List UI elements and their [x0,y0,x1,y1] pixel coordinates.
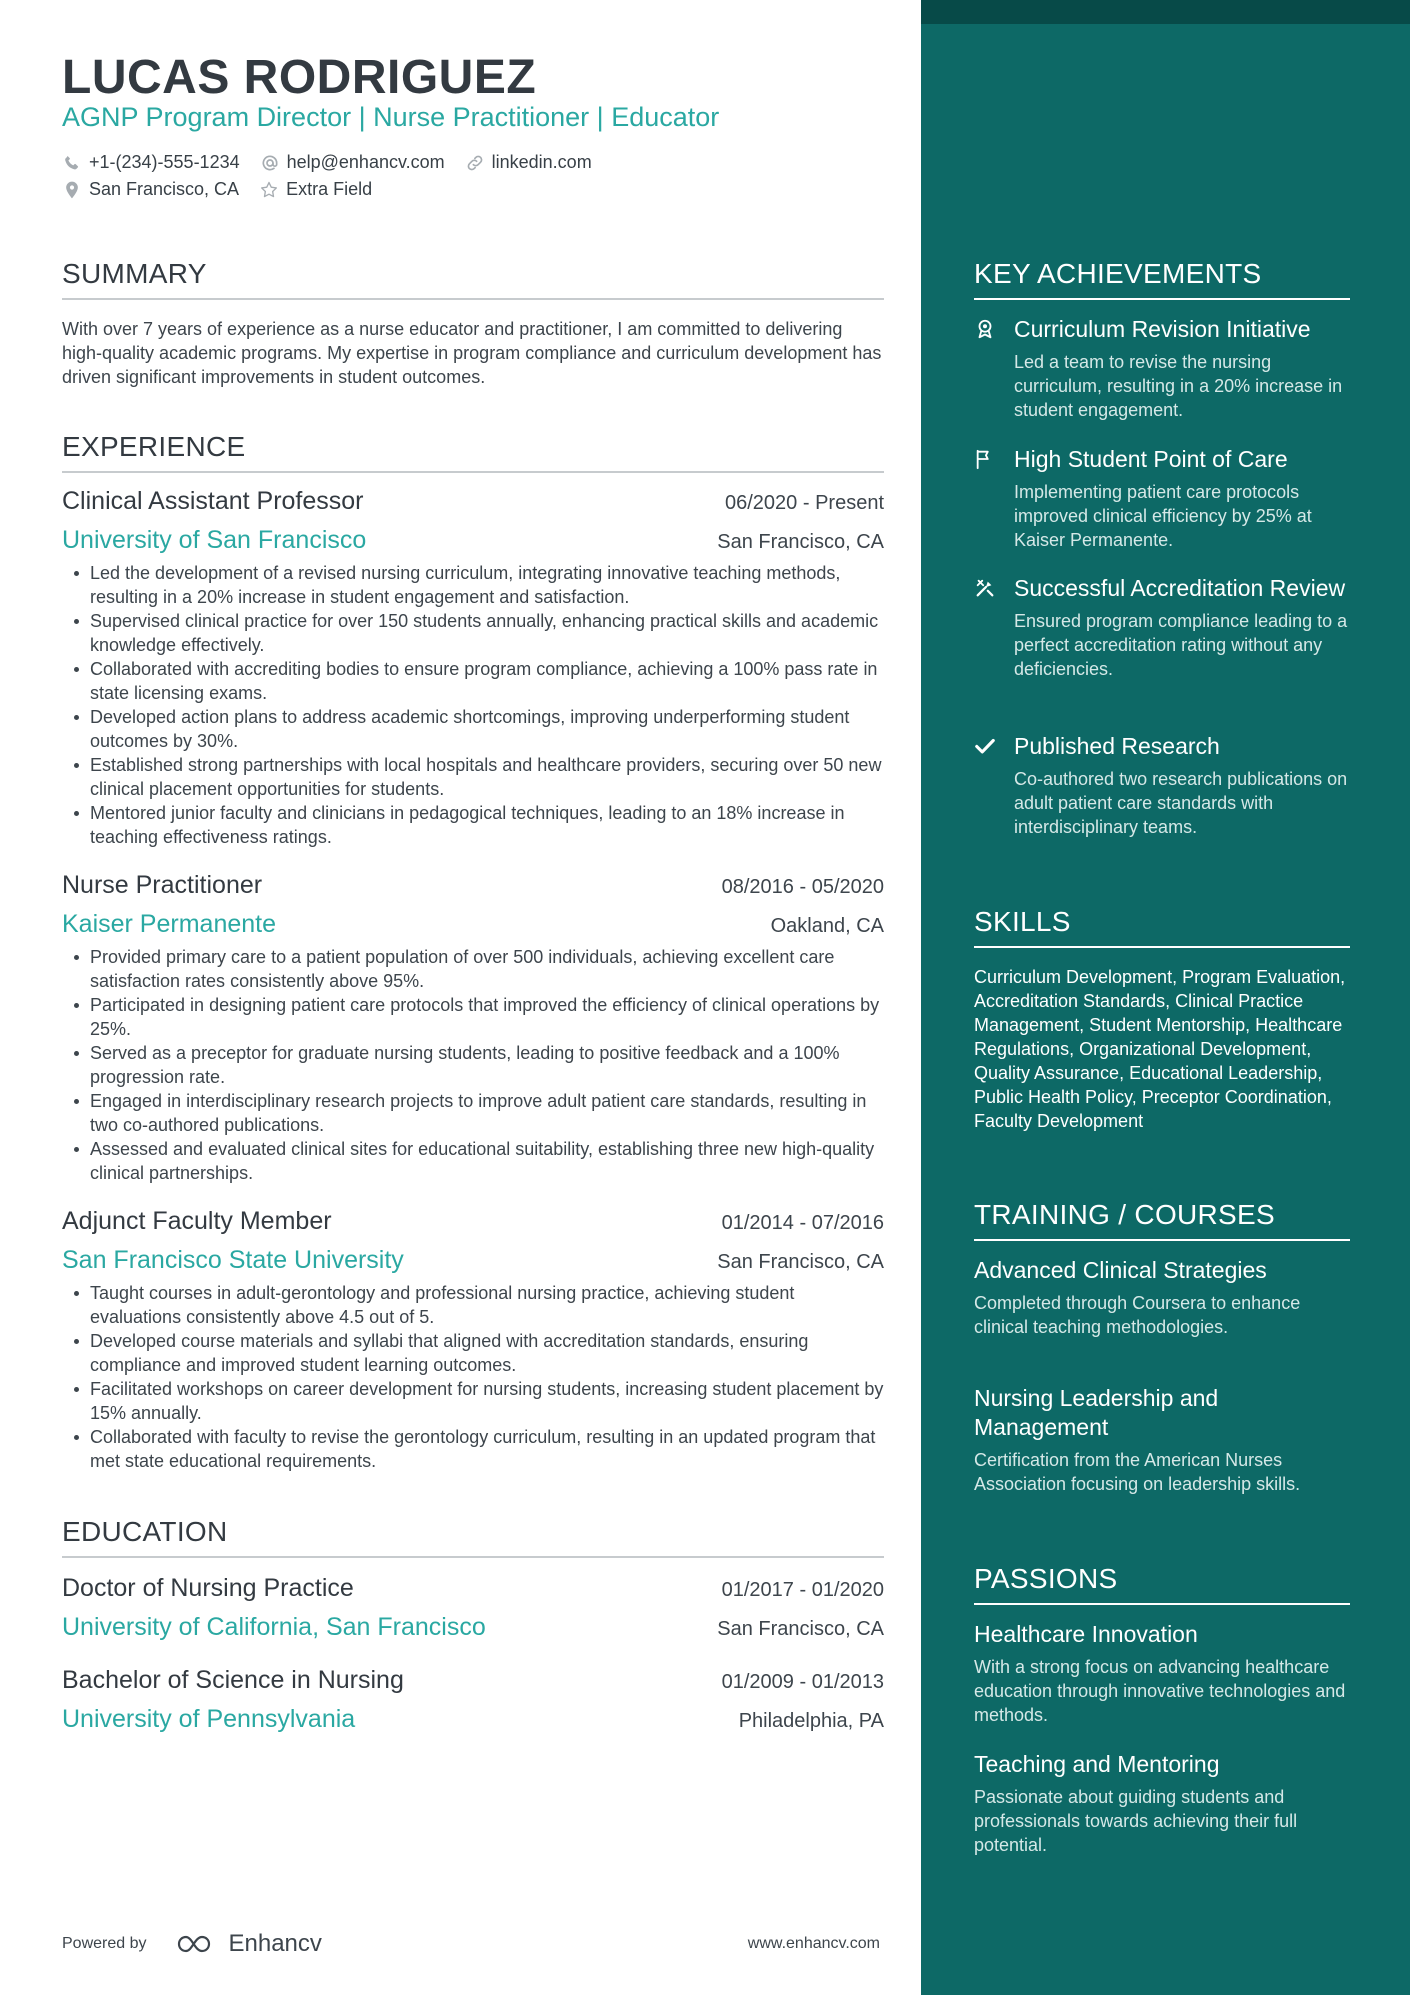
phone-icon [62,153,82,173]
job-bullet: Collaborated with accrediting bodies to ensure program compliance, achieving a 100% pass rate in state licensing exams. [62,657,884,705]
contact-location [62,179,239,200]
degree-title: Bachelor of Science in Nursing [62,1666,404,1694]
job-bullets [62,561,884,849]
achievement-item [974,445,1350,552]
extra-text: Extra Field [286,179,373,199]
achievement-desc: Implementing patient care protocols improved clinical efficiency by 25% at Kaiser Permanente. [1014,482,1312,550]
course-desc: Certification from the American Nurses Association focusing on leadership skills. [974,1450,1301,1494]
job-bullet: Served as a preceptor for graduate nursing students, leading to positive feedback and a 100% progression rate. [62,1041,884,1089]
passion-desc: Passionate about guiding students and professionals towards achieving their full potential. [974,1787,1298,1855]
job-bullets [62,945,884,1185]
job-bullet: Supervised clinical practice for over 150 students annually, enhancing practical skills and academic knowledge effectively. [62,609,884,657]
course-desc: Completed through Coursera to enhance clinical teaching methodologies. [974,1293,1301,1337]
contact-extra [259,179,372,200]
contact-email[interactable] [260,152,445,173]
sidebar-top-band [921,0,1410,24]
star-icon [259,180,279,200]
passion-item [974,1620,1350,1727]
course-item [974,1384,1350,1496]
job-bullet: Led the development of a revised nursing curriculum, integrating innovative teaching methods, resulting in a 20% increase in student engagement and satisfaction. [62,561,884,609]
email-text: help@enhancv.com [286,152,445,172]
contact-row-1 [62,152,612,173]
education-heading: EDUCATION [62,1516,884,1558]
passion-title: Healthcare Innovation [974,1621,1198,1647]
location-text: San Francisco, CA [89,179,240,199]
passions-heading: PASSIONS [974,1563,1350,1605]
sidebar-column [921,0,1410,1995]
school-name: University of Pennsylvania [62,1705,356,1733]
achievement-desc: Ensured program compliance leading to a perfect accreditation rating without any deficiencies. [1014,611,1348,679]
job-title: Clinical Assistant Professor [62,487,364,515]
job-entry [62,487,884,849]
job-location: San Francisco, CA [717,531,884,553]
summary-heading: SUMMARY [62,258,884,300]
course-title: Advanced Clinical Strategies [974,1257,1267,1283]
job-bullet: Developed course materials and syllabi that aligned with accreditation standards, ensuring compliance and improved student learning outcomes. [62,1329,884,1377]
experience-heading: EXPERIENCE [62,431,884,473]
linkedin-text: linkedin.com [491,152,592,172]
flag-icon [974,448,996,470]
school-location: Philadelphia, PA [738,1710,884,1732]
skills-list: Curriculum Development, Program Evaluation, Accreditation Standards, Clinical Practice Management, Student Mentorship, Healthcare Regulations, Organizational Development, Quality Assurance, Educational Leadership, Public Health Policy, Preceptor Coordination, Faculty Development [974,967,1346,1131]
tools-icon [974,577,996,599]
job-company: Kaiser Permanente [62,910,277,938]
job-location: Oakland, CA [770,915,884,937]
education-dates: 01/2017 - 01/2020 [721,1579,884,1601]
course-title: Nursing Leadership and Management [974,1385,1219,1440]
achievements-heading: KEY ACHIEVEMENTS [974,258,1350,300]
job-company: San Francisco State University [62,1246,404,1274]
job-dates: 08/2016 - 05/2020 [721,876,884,898]
achievement-title: Successful Accreditation Review [1014,575,1346,601]
contact-linkedin[interactable] [465,152,592,173]
enhancv-logo[interactable] [175,1930,322,1958]
at-icon [260,153,280,173]
skills-heading: SKILLS [974,906,1350,948]
passion-desc: With a strong focus on advancing healthcare education through innovative technologies and methods. [974,1657,1346,1725]
achievement-desc: Co-authored two research publications on adult patient care standards with interdisciplinary teams. [1014,769,1348,837]
location-pin-icon [62,180,82,200]
candidate-tagline: AGNP Program Director | Nurse Practitioner | Educator [62,102,720,132]
job-bullets [62,1281,884,1473]
job-bullet: Established strong partnerships with local hospitals and healthcare providers, securing over 50 new clinical placement opportunities for students. [62,753,884,801]
job-bullet: Mentored junior faculty and clinicians in pedagogical techniques, leading to an 18% increase in teaching effectiveness ratings. [62,801,884,849]
job-bullet: Provided primary care to a patient population of over 500 individuals, achieving excellent care satisfaction rates consistently above 95%. [62,945,884,993]
achievement-desc: Led a team to revise the nursing curriculum, resulting in a 20% increase in student engagement. [1014,352,1343,420]
link-icon [465,153,485,173]
education-entry [62,1666,884,1734]
award-icon [974,318,996,340]
powered-by-label: Powered by [62,1935,147,1952]
training-heading: TRAINING / COURSES [974,1199,1350,1241]
job-bullet: Developed action plans to address academic shortcomings, improving underperforming student outcomes by 30%. [62,705,884,753]
job-bullet: Collaborated with faculty to revise the gerontology curriculum, resulting in an updated program that met state educational requirements. [62,1425,884,1473]
degree-title: Doctor of Nursing Practice [62,1574,354,1602]
job-entry [62,871,884,1185]
powered-by [62,1930,322,1958]
job-company: University of San Francisco [62,526,367,554]
achievement-item [974,732,1350,839]
job-bullet: Assessed and evaluated clinical sites for educational suitability, establishing three new high-quality clinical partnerships. [62,1137,884,1185]
phone-text: +1-(234)-555-1234 [89,152,240,172]
achievement-title: Curriculum Revision Initiative [1014,316,1311,342]
job-title: Nurse Practitioner [62,871,263,899]
achievement-title: Published Research [1014,733,1220,759]
brand-name: Enhancv [228,1930,322,1957]
check-icon [974,735,996,757]
job-bullet: Participated in designing patient care protocols that improved the efficiency of clinical operations by 25%. [62,993,884,1041]
education-dates: 01/2009 - 01/2013 [721,1671,884,1693]
job-location: San Francisco, CA [717,1251,884,1273]
job-bullet: Taught courses in adult-gerontology and professional nursing practice, achieving student evaluations consistently above 4.5 out of 5. [62,1281,884,1329]
job-entry [62,1207,884,1473]
school-name: University of California, San Francisco [62,1613,486,1641]
website-link[interactable]: www.enhancv.com [747,1935,880,1952]
passion-title: Teaching and Mentoring [974,1751,1220,1777]
page-footer [62,1930,884,1958]
job-bullet: Engaged in interdisciplinary research projects to improve adult patient care standards, resulting in two co-authored publications. [62,1089,884,1137]
achievement-item [974,315,1350,422]
job-bullet: Facilitated workshops on career development for nursing students, increasing student placement by 15% annually. [62,1377,884,1425]
passion-item [974,1750,1350,1857]
summary-text: With over 7 years of experience as a nurse educator and practitioner, I am committed to delivering high-quality academic programs. My expertise in program compliance and curriculum development has driven significant improvements in student outcomes. [62,319,882,387]
job-dates: 06/2020 - Present [725,492,884,514]
education-entry [62,1574,884,1642]
course-item [974,1256,1350,1339]
job-title: Adjunct Faculty Member [62,1207,332,1235]
job-dates: 01/2014 - 07/2016 [721,1212,884,1234]
contact-phone[interactable] [62,152,240,173]
candidate-name: LUCAS RODRIGUEZ [62,51,537,104]
school-location: San Francisco, CA [717,1618,884,1640]
infinity-logo-icon [175,1932,223,1956]
achievement-item [974,574,1350,681]
achievement-title: High Student Point of Care [1014,446,1288,472]
contact-row-2 [62,179,392,200]
